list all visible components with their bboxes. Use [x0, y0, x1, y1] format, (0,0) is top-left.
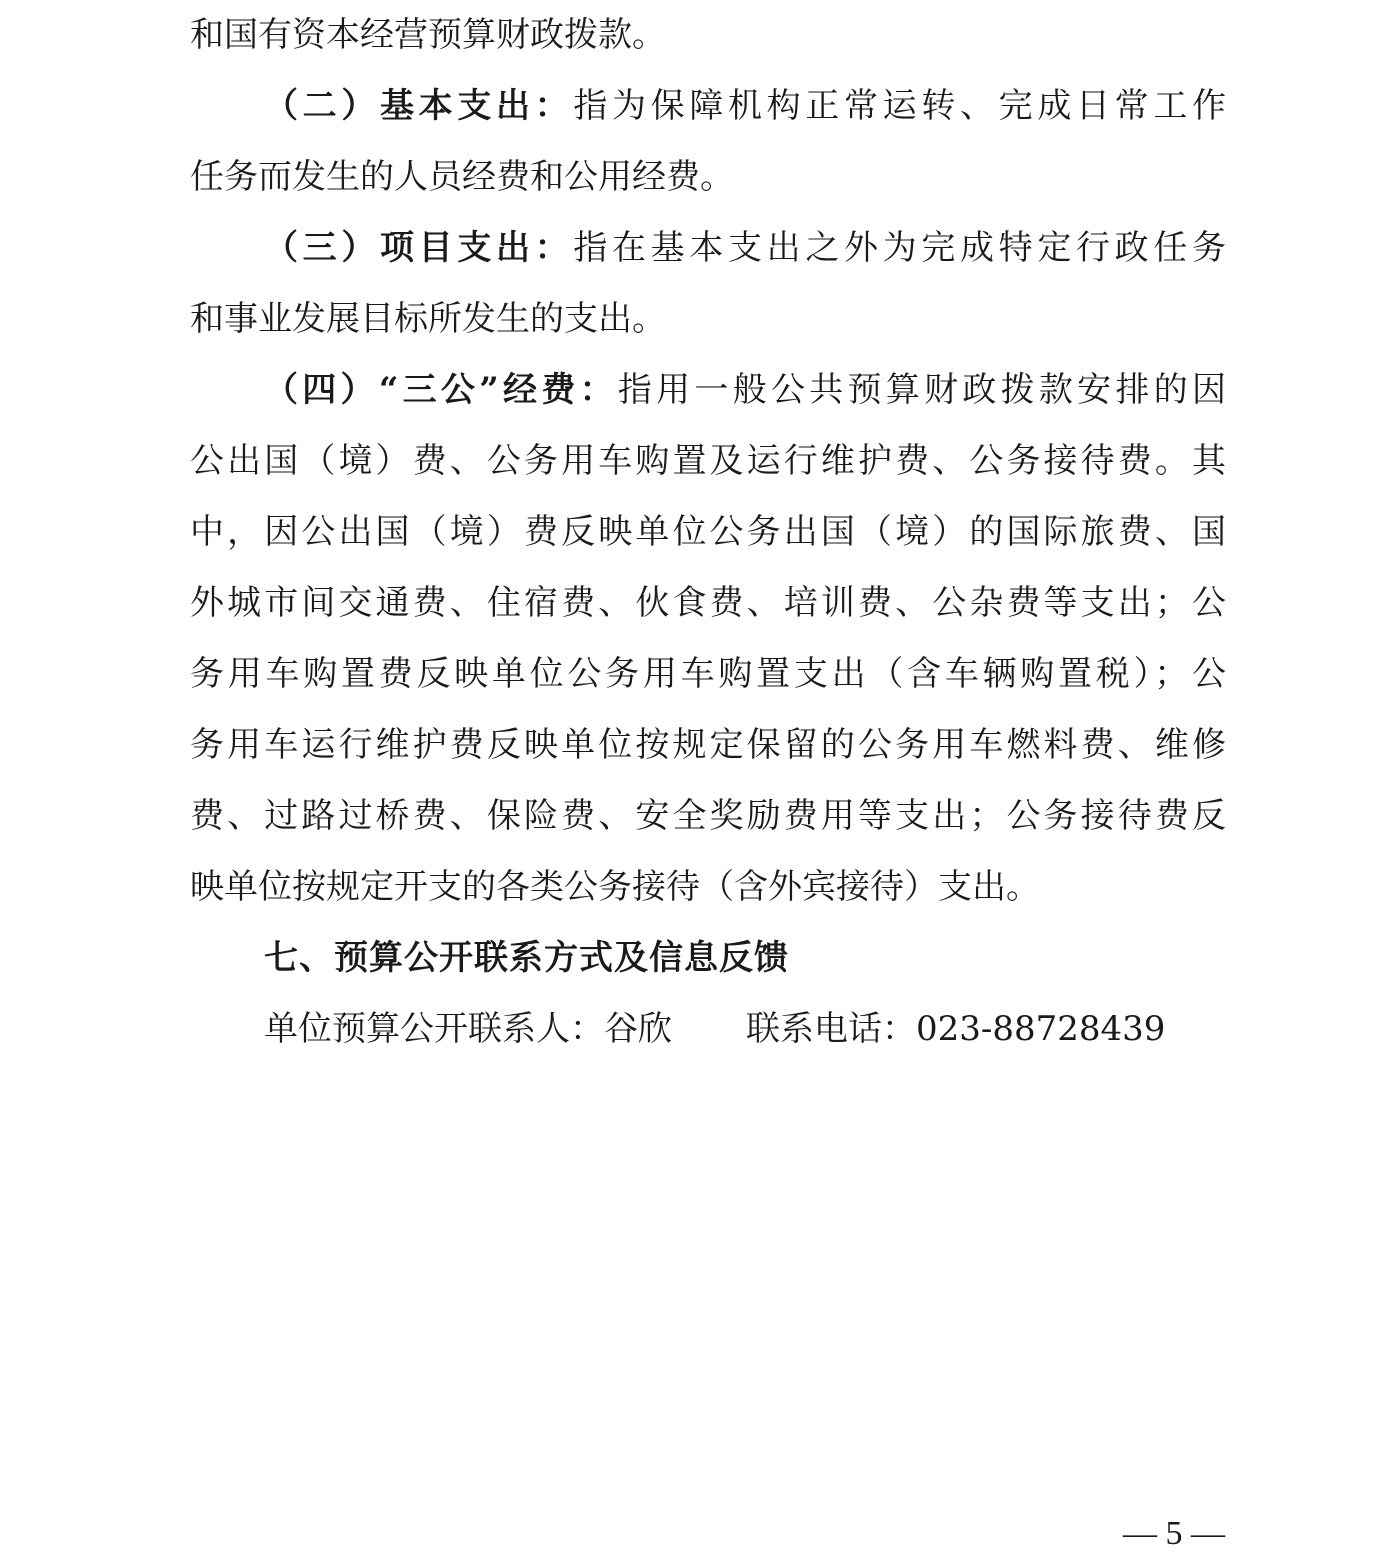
- phone-number: 023-88728439: [916, 1009, 1166, 1049]
- paragraph-line: 费、过路过桥费、保险费、安全奖励费用等支出；公务接待费反: [190, 796, 1226, 836]
- paragraph-project-expenditure: [190, 213, 1226, 284]
- body-text: [190, 0, 1226, 1065]
- paragraph-line: 公出国（境）费、公务用车购置及运行维护费、公务接待费。其: [190, 441, 1226, 481]
- term-label: （二）基本支出：: [264, 86, 574, 126]
- section-heading: 七、预算公开联系方式及信息反馈: [264, 938, 789, 978]
- paragraph-line: 映单位按规定开支的各类公务接待（含外宾接待）支出。: [190, 867, 1040, 907]
- contact-person: 单位预算公开联系人：谷欣: [264, 1009, 672, 1049]
- term-label: （三）项目支出：: [264, 228, 574, 268]
- paragraph-basic-expenditure: [190, 71, 1226, 142]
- term-definition: 指在基本支出之外为完成特定行政任务: [573, 228, 1226, 268]
- page-number: — 5 —: [1123, 1515, 1225, 1552]
- term-definition: 指用一般公共预算财政拨款安排的因: [617, 370, 1226, 410]
- term-label: （四）“三公”经费：: [264, 370, 618, 410]
- paragraph-line: 务用车购置费反映单位公务用车购置支出（含车辆购置税）；公: [190, 654, 1226, 694]
- paragraph-line: 任务而发生的人员经费和公用经费。: [190, 157, 734, 197]
- paragraph-three-public-expenses: [190, 355, 1226, 426]
- paragraph-line: 外城市间交通费、住宿费、伙食费、培训费、公杂费等支出；公: [190, 583, 1226, 623]
- paragraph-line: 和国有资本经营预算财政拨款。: [190, 15, 666, 55]
- phone-label: 联系电话：: [746, 1009, 916, 1049]
- paragraph-line: 中，因公出国（境）费反映单位公务出国（境）的国际旅费、国: [190, 512, 1226, 552]
- term-definition: 指为保障机构正常运转、完成日常工作: [573, 86, 1226, 126]
- paragraph-line: 和事业发展目标所发生的支出。: [190, 299, 666, 339]
- paragraph-line: 务用车运行维护费反映单位按规定保留的公务用车燃料费、维修: [190, 725, 1226, 765]
- contact-line: [190, 994, 1226, 1065]
